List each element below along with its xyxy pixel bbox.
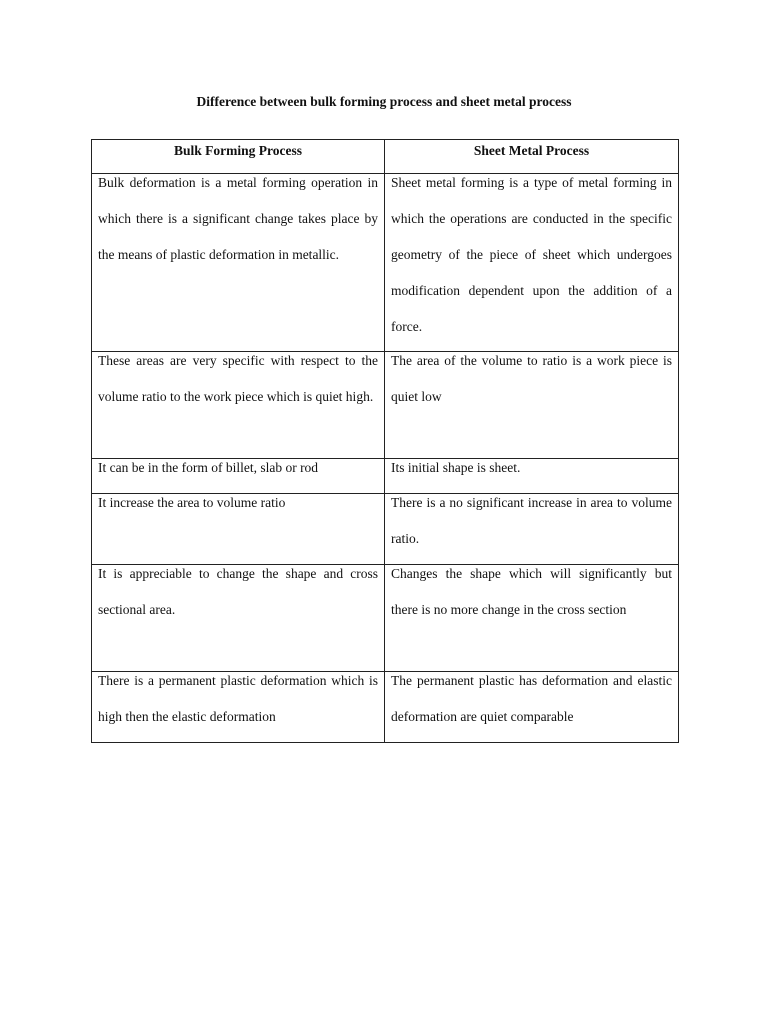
cell-text: There is a permanent plastic deformation which is high then the elastic deformation (98, 673, 378, 724)
cell-text: The area of the volume to ratio is a work piece is quiet low (391, 353, 672, 404)
cell-text: It increase the area to volume ratio (98, 495, 286, 510)
header-sheet-metal: Sheet Metal Process (385, 140, 679, 174)
table-row (92, 174, 679, 352)
table-cell-sheet (385, 494, 679, 565)
table-cell-sheet (385, 565, 679, 672)
cell-text: These areas are very specific with respect to the volume ratio to the work piece which is quiet high. (98, 353, 378, 404)
table-cell-sheet (385, 672, 679, 743)
table-cell-bulk (92, 352, 385, 459)
cell-text: Bulk deformation is a metal forming operation in which there is a significant change takes place by the means of plastic deformation in metallic. (98, 175, 378, 262)
header-bulk-forming: Bulk Forming Process (92, 140, 385, 174)
cell-text: It is appreciable to change the shape and cross sectional area. (98, 566, 378, 617)
cell-text: Changes the shape which will significantly but there is no more change in the cross section (391, 566, 672, 617)
cell-text: The permanent plastic has deformation and elastic deformation are quiet comparable (391, 673, 672, 724)
table-cell-sheet (385, 352, 679, 459)
cell-text: There is a no significant increase in area to volume ratio. (391, 495, 672, 546)
table-cell-sheet (385, 174, 679, 352)
table-row (92, 494, 679, 565)
table-row (92, 672, 679, 743)
cell-text: It can be in the form of billet, slab or rod (98, 460, 319, 475)
table-row (92, 565, 679, 672)
table-row (92, 352, 679, 459)
document-title: Difference between bulk forming process and sheet metal process (196, 94, 572, 109)
table-cell-bulk (92, 672, 385, 743)
cell-text: Sheet metal forming is a type of metal forming in which the operations are conducted in the specific geometry of the piece of sheet which undergoes modification dependent upon the addition of a force. (391, 175, 672, 334)
table-cell-bulk (92, 174, 385, 352)
table-cell-bulk (92, 494, 385, 565)
comparison-table (91, 139, 679, 743)
table-cell-bulk (92, 565, 385, 672)
cell-text: Its initial shape is sheet. (391, 460, 521, 475)
